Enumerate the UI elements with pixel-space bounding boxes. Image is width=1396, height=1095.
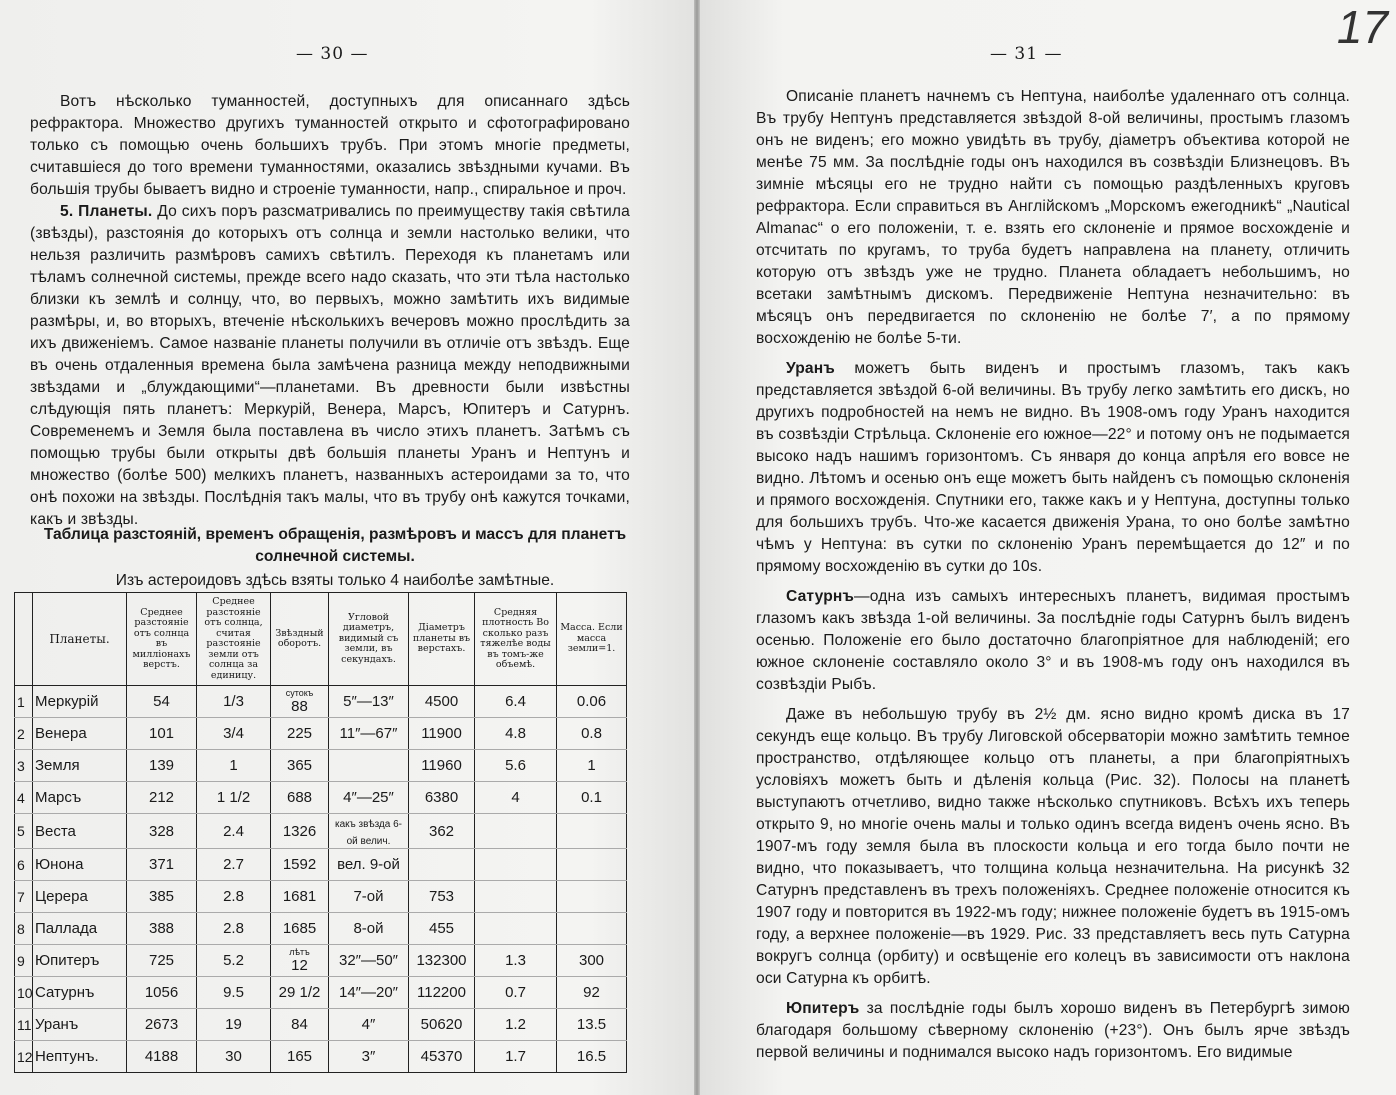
planet-name-value: Венера <box>35 725 87 742</box>
planet-name <box>33 881 127 913</box>
diameter-cell <box>409 881 475 913</box>
angular-diameter-cell-value: 4″ <box>361 1016 376 1033</box>
row-number-value: 4 <box>17 789 25 806</box>
page-number-left: — 30 — <box>296 44 369 64</box>
diameter-cell <box>409 977 475 1009</box>
mass-cell <box>557 945 627 977</box>
angular-diameter-cell <box>329 1009 409 1041</box>
diameter-cell <box>409 913 475 945</box>
diameter-cell-value: 11900 <box>421 725 462 742</box>
diameter-cell <box>409 945 475 977</box>
mass-cell <box>557 881 627 913</box>
distance-cell-value: 54 <box>153 693 170 710</box>
period-cell-value: 1592 <box>282 856 317 873</box>
table-row <box>15 1009 627 1041</box>
diameter-cell-value: 132300 <box>416 952 467 969</box>
distance-cell-value: 1056 <box>144 984 179 1001</box>
mass-cell <box>557 849 627 881</box>
au-distance-cell-value: 2.8 <box>223 888 244 905</box>
planet-name <box>33 750 127 782</box>
density-cell-value: 4.8 <box>505 725 526 742</box>
mass-cell-value: 0.8 <box>581 725 602 742</box>
angular-diameter-cell-value: 4″—25″ <box>343 789 394 806</box>
planet-name-value: Уранъ <box>35 1016 79 1033</box>
au-distance-cell <box>197 782 271 814</box>
period-cell <box>271 782 329 814</box>
table-row <box>15 945 627 977</box>
mass-cell <box>557 686 627 718</box>
planet-name <box>33 782 127 814</box>
diameter-cell <box>409 782 475 814</box>
angular-diameter-cell <box>329 881 409 913</box>
table-row <box>15 814 627 849</box>
distance-cell <box>127 977 197 1009</box>
period-cell-value: 12 <box>291 956 308 974</box>
angular-diameter-cell-value: 7-ой <box>353 888 384 905</box>
table-title: Таблица разстоянiй, временъ обращенiя, размѣровъ и массъ для планетъ солнечной системы. <box>43 526 627 565</box>
table-row <box>15 686 627 718</box>
planet-name <box>33 1009 127 1041</box>
au-distance-cell <box>197 1041 271 1073</box>
row-number <box>15 913 33 945</box>
distance-cell-value: 139 <box>148 757 175 774</box>
planet-name-value: Земля <box>35 757 80 774</box>
row-number <box>15 1009 33 1041</box>
period-cell <box>271 849 329 881</box>
period-cell-value: 29 1/2 <box>278 984 321 1001</box>
period-cell <box>271 881 329 913</box>
table-row <box>15 977 627 1009</box>
table-row <box>15 750 627 782</box>
mass-cell <box>557 1041 627 1073</box>
distance-cell <box>127 849 197 881</box>
angular-diameter-cell-value: какъ звѣзда 6-ой велич. <box>334 819 403 847</box>
period-cell <box>271 913 329 945</box>
period-cell-value: 365 <box>286 757 313 774</box>
period-cell-value: 88 <box>291 697 308 715</box>
row-number <box>15 1041 33 1073</box>
period-unit-note: сутокъ <box>285 687 314 698</box>
period-cell <box>271 814 329 849</box>
period-cell-value: 84 <box>291 1016 308 1033</box>
diameter-cell <box>409 686 475 718</box>
angular-diameter-cell <box>329 945 409 977</box>
table-row <box>15 913 627 945</box>
row-number-value: 12 <box>17 1048 33 1065</box>
angular-diameter-cell-value: 11″—67″ <box>339 725 398 742</box>
period-cell-value: 1681 <box>282 888 317 905</box>
table-header: Звѣздный оборотъ. <box>271 593 329 686</box>
planet-name-value: Церера <box>35 888 88 905</box>
planet-name-value: Нептунъ. <box>35 1048 99 1065</box>
table-row <box>15 718 627 750</box>
distance-cell-value: 212 <box>148 789 175 806</box>
handwritten-page-mark: 17 <box>1336 1 1388 53</box>
au-distance-cell <box>197 977 271 1009</box>
period-cell-value: 1685 <box>282 920 317 937</box>
table-row <box>15 1041 627 1073</box>
mass-cell <box>557 913 627 945</box>
density-cell <box>475 1041 557 1073</box>
left-text-block <box>30 91 630 531</box>
au-distance-cell <box>197 814 271 849</box>
mass-cell-value: 16.5 <box>576 1048 607 1065</box>
au-distance-cell <box>197 945 271 977</box>
diameter-cell-value: 112200 <box>417 984 466 1001</box>
au-distance-cell-value: 19 <box>225 1016 242 1033</box>
row-number-value: 5 <box>17 823 25 839</box>
density-cell-value: 1.2 <box>505 1016 526 1033</box>
row-number <box>15 814 33 849</box>
table-note: Изъ астероидовъ здѣсь взяты только 4 наиболѣе замѣтные. <box>115 572 555 589</box>
row-number-value: 9 <box>17 952 25 969</box>
table-header: Планеты. <box>33 593 127 686</box>
diameter-cell <box>409 1009 475 1041</box>
au-distance-cell-value: 3/4 <box>223 725 244 742</box>
right-paragraph: Даже въ небольшую трубу въ 2½ дм. ясно видно кромѣ диска въ 17 секундъ еще кольцо. Въ трубу Лиговской обсерваторiи можно замѣтить темное пространство, отдѣляющее кольцо отъ планеты, а при благопрiятныхъ условiяхъ можетъ быть и дѣленiя кольца (Рис. 32). Полосы на планетѣ выступаютъ отчетливо, видно также нѣсколько спутниковъ. Всѣхъ ихъ теперь открыто 9, но многiе очень малы и только одинъ всегда виденъ очень ясно. Въ 1907-мъ году земля была въ плоскости кольца и его тогда было почти не видно, что показываетъ, что толщина кольца незначительна. На рисункѣ 32 Сатурнъ представленъ въ трехъ положенiяхъ. Среднее положенiе относится къ 1907 году и повторится въ 1922-мъ году; нижнее положенiе будетъ въ 1915-омъ году, а верхнее положенiе—въ 1929. Рис. 33 представляетъ весь путь Сатурна вокругъ солнца (орбиту) и освѣщенiе его колецъ въ зависимости отъ наклона оси Сатурна къ орбитѣ. <box>756 706 1350 987</box>
diameter-cell-value: 45370 <box>420 1048 463 1065</box>
density-cell <box>475 849 557 881</box>
period-cell-value: 165 <box>286 1048 313 1065</box>
distance-cell-value: 2673 <box>144 1016 179 1033</box>
row-number <box>15 782 33 814</box>
au-distance-cell-value: 1/3 <box>223 693 244 710</box>
distance-cell-value: 328 <box>148 822 175 840</box>
planet-table <box>14 592 627 1073</box>
density-cell <box>475 945 557 977</box>
mass-cell-value: 1 <box>587 757 596 774</box>
left-paragraph: 5. Планеты. До сихъ поръ разсматривались по преимуществу такiя свѣтила (звѣзды), разстоянiя до которыхъ отъ солнца и земли настолько велики, что нельзя различить размѣровъ самихъ свѣтилъ. Переходя къ планетамъ или тѣламъ солнечной системы, прежде всего надо сказать, что эти тѣла настолько близки къ землѣ и солнцу, что, во первыхъ, можно замѣтить ихъ видимые размѣры, и, во вторыхъ, втеченiе нѣсколькихъ вечеровъ можно прослѣдить за ихъ движенiемъ. Самое названiе планеты получили въ отличiе отъ звѣздъ. Еще въ очень отдаленныя времена была замѣчена разница между неподвижными звѣздами и „блуждающими“—планетами. Въ древности были извѣстны слѣдующiя пять планетъ: Меркурiй, Венера, Марсъ, Юпитеръ и Сатурнъ. Современемъ и Земля была поставлена въ число этихъ планетъ. Затѣмъ съ помощью трубы были открыты двѣ большiя планеты Уранъ и Нептунъ и множество (болѣе 500) мелкихъ планетъ, названныхъ астероидами за то, что онѣ похожи на звѣзды. Послѣднiя такъ малы, что въ трубу онѣ кажутся точками, какъ и звѣзды. <box>30 203 630 528</box>
right-page <box>700 0 1396 1095</box>
mass-cell <box>557 1009 627 1041</box>
period-cell <box>271 945 329 977</box>
distance-cell-value: 371 <box>148 856 175 873</box>
au-distance-cell-value: 1 1/2 <box>216 789 251 806</box>
right-paragraph: Описанiе планетъ начнемъ съ Нептуна, наиболѣе удаленнаго отъ солнца. Въ трубу Нептунъ представляется звѣздой 8-ой величины, простымъ глазомъ онъ не виденъ; его можно увидѣть въ трубу, дiаметръ объектива которой не менѣе 75 мм. За послѣднiе годы онъ находился въ созвѣздiи Близнецовъ. Въ зимнiе мѣсяцы его не трудно найти съ помощью раздѣленныхъ круговъ рефрактора. Если справиться въ Англiйскомъ „Морскомъ ежегодникѣ“ „Nautical Almanac“ о его положенiи, т. е. взять его склоненiе и прямое восхожденiе и отсчитать по кругамъ, то труба будетъ направлена на планету, отличить которую отъ звѣздъ уже не трудно. Планета обладаетъ небольшимъ, но всетаки замѣтнымъ дискомъ. Передвиженiе Нептуна незначительно: въ мѣсяцъ онъ передвигается по склоненiю не болѣе 7′, а по прямому восхожденiю не болѣе 5-ти. <box>756 88 1350 347</box>
diameter-cell-value: 753 <box>428 888 455 905</box>
density-cell-value: 1.7 <box>505 1048 526 1065</box>
density-cell-value: 1.3 <box>505 952 526 969</box>
diameter-cell-value: 362 <box>428 822 455 840</box>
diameter-cell <box>409 750 475 782</box>
au-distance-cell-value: 1 <box>229 757 238 774</box>
right-paragraph: Сатурнъ—одна изъ самыхъ интересныхъ планетъ, видимая простымъ глазомъ какъ звѣзда 1-ой величины. За послѣднiе годы Сатурнъ былъ виденъ осенью. Положенiе его было достаточно благопрiятное для наблюденiй; его южное склоненiе составляло около 3° и въ 1908-мъ году онъ находился въ созвѣздiи Рыбъ. <box>756 588 1350 693</box>
row-number <box>15 881 33 913</box>
angular-diameter-cell-value: 14″—20″ <box>339 984 398 1001</box>
angular-diameter-cell <box>329 686 409 718</box>
planet-name-value: Паллада <box>35 920 98 937</box>
planet-name-value: Сатурнъ <box>35 984 95 1001</box>
distance-cell <box>127 945 197 977</box>
distance-cell <box>127 814 197 849</box>
distance-cell <box>127 1041 197 1073</box>
density-cell <box>475 977 557 1009</box>
density-cell <box>475 881 557 913</box>
section-heading-planets: 5. Планеты. <box>60 203 153 220</box>
row-number <box>15 977 33 1009</box>
angular-diameter-cell-value: 3″ <box>361 1048 376 1065</box>
density-cell <box>475 913 557 945</box>
table-row <box>15 849 627 881</box>
au-distance-cell-value: 2.7 <box>223 856 244 873</box>
mass-cell-value: 13.5 <box>576 1016 607 1033</box>
au-distance-cell-value: 30 <box>225 1048 242 1065</box>
table-header-row <box>15 593 627 686</box>
angular-diameter-cell <box>329 750 409 782</box>
angular-diameter-cell <box>329 1041 409 1073</box>
planet-name-value: Юпитеръ <box>35 952 100 969</box>
distance-cell <box>127 1009 197 1041</box>
table-header: Дiаметръ планеты въ верстахъ. <box>409 593 475 686</box>
density-cell-value: 5.6 <box>505 757 526 774</box>
mass-cell-value: 300 <box>578 952 605 969</box>
distance-cell <box>127 686 197 718</box>
au-distance-cell <box>197 849 271 881</box>
distance-cell-value: 385 <box>148 888 175 905</box>
density-cell <box>475 782 557 814</box>
planet-name-value: Меркурiй <box>35 693 99 710</box>
row-number <box>15 718 33 750</box>
distance-cell-value: 725 <box>148 952 175 969</box>
mass-cell <box>557 814 627 849</box>
angular-diameter-cell-value: 8-ой <box>353 920 384 937</box>
table-header <box>15 593 33 686</box>
table-header: Масса. Если масса земли=1. <box>557 593 627 686</box>
density-cell-value: 4 <box>511 789 520 806</box>
period-cell-value: 688 <box>286 789 313 806</box>
period-cell <box>271 750 329 782</box>
diameter-cell <box>409 849 475 881</box>
row-number-value: 10 <box>17 984 33 1001</box>
row-number <box>15 945 33 977</box>
density-cell <box>475 750 557 782</box>
left-paragraph: Вотъ нѣсколько туманностей, доступныхъ для описаннаго здѣсь рефрактора. Множество другихъ туманностей открыто и сфотографировано только съ помощью очень большихъ трубъ. При этомъ многiе предметы, считавшiеся до того времени туманностями, оказались звѣздными кучами. Въ большiя трубы бываетъ видно и строенiе туманности, напр., спиральное и проч. <box>30 93 630 198</box>
angular-diameter-cell <box>329 977 409 1009</box>
angular-diameter-cell <box>329 913 409 945</box>
planet-name <box>33 849 127 881</box>
row-number <box>15 849 33 881</box>
planet-name-value: Веста <box>35 822 76 840</box>
mass-cell <box>557 977 627 1009</box>
au-distance-cell <box>197 881 271 913</box>
planet-name <box>33 945 127 977</box>
diameter-cell <box>409 814 475 849</box>
table-row <box>15 782 627 814</box>
angular-diameter-cell <box>329 782 409 814</box>
au-distance-cell-value: 9.5 <box>223 984 244 1001</box>
planet-name <box>33 686 127 718</box>
planet-name <box>33 718 127 750</box>
diameter-cell-value: 11960 <box>421 757 462 774</box>
planet-name-value: Марсъ <box>35 789 82 806</box>
diameter-cell-value: 455 <box>428 920 455 937</box>
au-distance-cell-value: 5.2 <box>223 952 244 969</box>
row-number-value: 2 <box>17 725 25 742</box>
angular-diameter-cell <box>329 849 409 881</box>
period-cell <box>271 1009 329 1041</box>
distance-cell-value: 101 <box>148 725 175 742</box>
planet-name <box>33 814 127 849</box>
distance-cell <box>127 881 197 913</box>
au-distance-cell <box>197 750 271 782</box>
period-unit-note: лѣтъ <box>289 946 310 957</box>
distance-cell <box>127 782 197 814</box>
distance-cell-value: 4188 <box>144 1048 179 1065</box>
diameter-cell-value: 6380 <box>424 789 459 806</box>
left-page <box>0 0 694 1095</box>
density-cell <box>475 718 557 750</box>
period-cell <box>271 718 329 750</box>
planet-name <box>33 913 127 945</box>
mass-cell-value: 92 <box>583 984 600 1001</box>
diameter-cell-value: 50620 <box>420 1016 463 1033</box>
angular-diameter-cell-value: вел. 9-ой <box>337 856 400 873</box>
mass-cell <box>557 718 627 750</box>
right-paragraph: Уранъ можетъ быть виденъ и простымъ глазомъ, такъ какъ представляется звѣздой 6-ой величины. Въ трубу легко замѣтить его дискъ, но другихъ подробностей на немъ не видно. Въ 1908-омъ году Уранъ находится въ созвѣздiи Стрѣльца. Склоненiе его южное—22° и потому онъ не подымается высоко надъ нашимъ горизонтомъ. Съ января до конца апрѣля его вовсе не видно. Лѣтомъ и осенью онъ еще можетъ быть найденъ съ помощью склоненiя и прямого восхожденiя. Спутники его, также какъ и у Нептуна, доступны только для большихъ трубъ. Что-же касается движенiя Урана, то оно болѣе замѣтно чѣмъ у Нептуна: въ сутки по склоненiю Уранъ перемѣщается до 12″ и по прямому восхожденiю въ сутки до 10s. <box>756 360 1350 575</box>
au-distance-cell-value: 2.4 <box>223 822 244 840</box>
row-number-value: 8 <box>17 920 25 937</box>
distance-cell-value: 388 <box>148 920 175 937</box>
row-number <box>15 686 33 718</box>
density-cell <box>475 686 557 718</box>
angular-diameter-cell <box>329 718 409 750</box>
mass-cell-value: 0.1 <box>581 789 602 806</box>
density-cell <box>475 1009 557 1041</box>
table-header: Средняя плотность Во сколько разъ тяжелѣе воды въ томъ-же объемѣ. <box>475 593 557 686</box>
table-body <box>15 686 627 1073</box>
row-number <box>15 750 33 782</box>
diameter-cell-value: 4500 <box>424 693 459 710</box>
row-number-value: 6 <box>17 856 25 873</box>
right-paragraph: Юпитеръ за послѣднiе годы былъ хорошо виденъ въ Петербургѣ зимою благодаря большому сѣверному склоненiю (+23°). Онъ былъ ярче звѣздъ первой величины и поднимался высоко надъ горизонтомъ. Его видимые <box>756 1000 1350 1061</box>
angular-diameter-cell-value: 32″—50″ <box>339 952 398 969</box>
diameter-cell <box>409 1041 475 1073</box>
au-distance-cell <box>197 1009 271 1041</box>
distance-cell <box>127 750 197 782</box>
period-cell <box>271 1041 329 1073</box>
table-row <box>15 881 627 913</box>
mass-cell-value: 0.06 <box>576 693 607 710</box>
au-distance-cell <box>197 686 271 718</box>
table-header: Среднее разстоянiе отъ солнца, считая разстоянiе земли отъ солнца за единицу. <box>197 593 271 686</box>
au-distance-cell <box>197 913 271 945</box>
period-cell-value: 225 <box>286 725 313 742</box>
row-number-value: 1 <box>17 693 25 710</box>
page-number-right: — 31 — <box>990 44 1063 64</box>
row-number-value: 7 <box>17 888 25 905</box>
angular-diameter-cell <box>329 814 409 849</box>
planet-name <box>33 977 127 1009</box>
period-cell-value: 1326 <box>282 822 317 840</box>
right-text-block <box>756 86 1350 1072</box>
planet-name-value: Юнона <box>35 856 84 873</box>
au-distance-cell-value: 2.8 <box>223 920 244 937</box>
planet-name <box>33 1041 127 1073</box>
au-distance-cell <box>197 718 271 750</box>
table-header: Среднее разстоянiе отъ солнца въ миллiонахъ верстъ. <box>127 593 197 686</box>
table-header: Угловой диаметръ, видимый съ земли, въ секундахъ. <box>329 593 409 686</box>
period-cell <box>271 686 329 718</box>
angular-diameter-cell-value: 5″—13″ <box>343 693 394 710</box>
density-cell-value: 6.4 <box>505 693 526 710</box>
row-number-value: 3 <box>17 757 25 774</box>
row-number-value: 11 <box>17 1016 32 1033</box>
diameter-cell <box>409 718 475 750</box>
density-cell-value: 0.7 <box>505 984 526 1001</box>
distance-cell <box>127 718 197 750</box>
distance-cell <box>127 913 197 945</box>
mass-cell <box>557 750 627 782</box>
mass-cell <box>557 782 627 814</box>
period-cell <box>271 977 329 1009</box>
density-cell <box>475 814 557 849</box>
